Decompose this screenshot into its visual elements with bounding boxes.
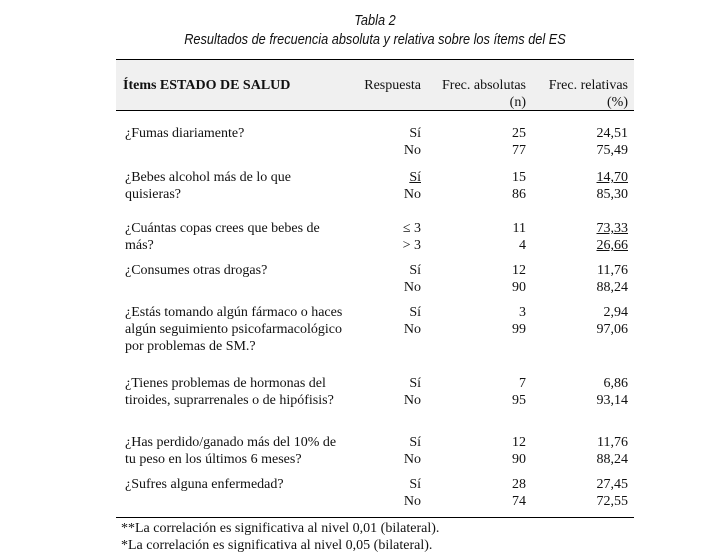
- respuesta-value: No: [403, 322, 421, 337]
- question-line: ¿Cuántas copas crees que bebes de: [125, 221, 320, 236]
- frec-abs-value: 11: [512, 221, 526, 236]
- frec-rel-value: 72,55: [596, 494, 628, 509]
- respuesta-value: No: [403, 187, 421, 202]
- respuesta-value: No: [403, 393, 421, 408]
- respuesta-cell: [404, 476, 421, 510]
- respuesta-cell: [404, 125, 421, 159]
- question: [125, 476, 284, 493]
- frec-rel-cell: [597, 169, 629, 203]
- frec-rel-value: 27,45: [596, 477, 628, 492]
- frec-abs-cell: [512, 375, 526, 409]
- frec-rel-value: 11,76: [597, 263, 628, 278]
- respuesta-value: Sí: [409, 477, 421, 492]
- frec-rel-value: 88,24: [596, 452, 628, 467]
- frec-rel-value: 75,49: [596, 143, 628, 158]
- question: [125, 304, 342, 355]
- frec-abs-cell: [512, 434, 526, 468]
- question-line: por problemas de SM.?: [125, 339, 256, 354]
- respuesta-value: > 3: [402, 238, 421, 253]
- frec-abs-value: 4: [519, 238, 526, 253]
- respuesta-value: Sí: [409, 126, 421, 141]
- respuesta-value: Sí: [409, 376, 421, 391]
- frec-abs-cell: [513, 220, 526, 254]
- question-line: ¿Has perdido/ganado más del 10% de: [125, 435, 337, 450]
- question-line: tu peso en los últimos 6 meses?: [125, 452, 302, 467]
- frec-abs-value: 86: [512, 187, 526, 202]
- frec-abs-cell: [512, 262, 526, 296]
- respuesta-cell: [404, 262, 421, 296]
- frec-abs-cell: [512, 304, 526, 338]
- frec-rel-value: 11,76: [597, 435, 628, 450]
- respuesta-value: No: [403, 494, 421, 509]
- frec-rel-cell: [597, 220, 629, 254]
- frec-rel-value: 26,66: [596, 238, 628, 253]
- respuesta-value: Sí: [409, 263, 421, 278]
- respuesta-value: Sí: [409, 305, 421, 320]
- frec-rel-cell: [597, 375, 629, 409]
- respuesta-cell: [404, 434, 421, 468]
- frec-rel-cell: [597, 434, 629, 468]
- frec-rel-cell: [597, 262, 629, 296]
- header-frec-absolutas-label: Frec. absolutas: [442, 78, 526, 93]
- question: [125, 169, 291, 203]
- header-frec-absolutas-unit: (n): [509, 95, 526, 110]
- frec-rel-value: 97,06: [596, 322, 628, 337]
- frec-abs-value: 12: [512, 263, 526, 278]
- frec-abs-value: 90: [512, 452, 526, 467]
- frec-rel-value: 93,14: [596, 393, 628, 408]
- question: [125, 375, 334, 409]
- frec-rel-value: 14,70: [596, 170, 628, 185]
- header-frec-relativas: [549, 77, 628, 111]
- frec-abs-value: 28: [512, 477, 526, 492]
- frec-abs-value: 74: [512, 494, 526, 509]
- header-frec-relativas-unit: (%): [607, 95, 628, 110]
- table-number: Tabla 2: [354, 13, 396, 29]
- respuesta-cell: [404, 169, 421, 203]
- frec-abs-value: 3: [519, 305, 526, 320]
- frec-rel-value: 6,86: [603, 376, 628, 391]
- frec-rel-value: 24,51: [596, 126, 628, 141]
- header-frec-relativas-label: Frec. relativas: [548, 78, 628, 93]
- question-line: ¿Tienes problemas de hormonas del: [125, 376, 326, 391]
- frec-abs-value: 90: [512, 280, 526, 295]
- frec-rel-value: 85,30: [596, 187, 628, 202]
- footnote: *La correlación es significativa al nivel 0,05 (bilateral).: [121, 538, 433, 553]
- question-line: ¿Bebes alcohol más de lo que: [125, 170, 292, 185]
- question-line: más?: [125, 238, 154, 253]
- question-line: ¿Sufres alguna enfermedad?: [125, 477, 284, 492]
- table-header: [116, 59, 634, 111]
- frec-rel-value: 88,24: [596, 280, 628, 295]
- question: [125, 220, 320, 254]
- respuesta-value: No: [403, 452, 421, 467]
- frec-abs-value: 12: [512, 435, 526, 450]
- frec-rel-cell: [597, 125, 629, 159]
- header-frec-absolutas: [442, 77, 526, 111]
- question: [125, 125, 244, 142]
- frec-abs-value: 99: [512, 322, 526, 337]
- question-line: ¿Fumas diariamente?: [125, 126, 245, 141]
- respuesta-value: Sí: [409, 170, 421, 185]
- frec-abs-cell: [512, 476, 526, 510]
- frec-abs-value: 7: [519, 376, 526, 391]
- frec-abs-value: 25: [512, 126, 526, 141]
- respuesta-cell: [403, 220, 421, 254]
- question: [125, 434, 336, 468]
- question: [125, 262, 267, 279]
- question-line: ¿Estás tomando algún fármaco o haces: [125, 305, 343, 320]
- table-title: Resultados de frecuencia absoluta y relativa sobre los ítems del ES: [184, 32, 566, 48]
- respuesta-value: ≤ 3: [402, 221, 421, 236]
- table-bottom-rule: [116, 517, 634, 518]
- frec-abs-value: 15: [512, 170, 526, 185]
- respuesta-value: No: [403, 280, 421, 295]
- frec-abs-cell: [512, 125, 526, 159]
- question-line: algún seguimiento psicofarmacológico: [125, 322, 342, 337]
- header-item: Ítems ESTADO DE SALUD: [123, 78, 291, 93]
- respuesta-cell: [404, 304, 421, 338]
- frec-rel-cell: [597, 304, 629, 338]
- respuesta-value: Sí: [409, 435, 421, 450]
- question-line: tiroides, suprarrenales o de hipófisis?: [125, 393, 334, 408]
- frec-abs-value: 77: [512, 143, 526, 158]
- frec-rel-value: 2,94: [603, 305, 628, 320]
- frec-rel-value: 73,33: [596, 221, 628, 236]
- frec-rel-cell: [597, 476, 629, 510]
- frec-abs-cell: [512, 169, 526, 203]
- footnote: **La correlación es significativa al nivel 0,01 (bilateral).: [121, 521, 440, 536]
- question-line: ¿Consumes otras drogas?: [125, 263, 268, 278]
- respuesta-cell: [404, 375, 421, 409]
- question-line: quisieras?: [125, 187, 181, 202]
- header-respuesta: Respuesta: [364, 78, 421, 93]
- respuesta-value: No: [403, 143, 421, 158]
- frec-abs-value: 95: [512, 393, 526, 408]
